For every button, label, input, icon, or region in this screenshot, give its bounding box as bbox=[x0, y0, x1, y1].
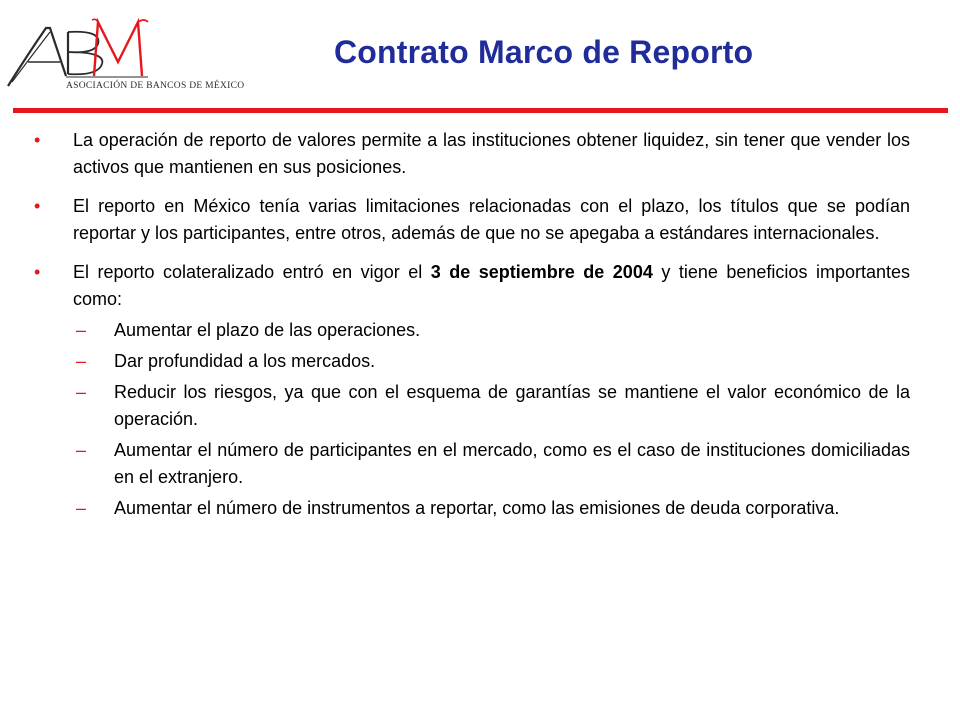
bullet-text bbox=[73, 262, 910, 309]
bullet-text: La operación de reporto de valores permite a las instituciones obtener liquidez, sin tener que vender los activos que mantienen en sus posiciones. bbox=[73, 130, 910, 177]
sub-item-text: Reducir los riesgos, ya que con el esquema de garantías se mantiene el valor económico de la operación. bbox=[114, 382, 910, 429]
sub-item bbox=[30, 317, 910, 344]
sub-item-text: Aumentar el número de instrumentos a reportar, como las emisiones de deuda corporativa. bbox=[114, 498, 840, 518]
slide-body bbox=[30, 127, 910, 526]
bullet-text: El reporto en México tenía varias limitaciones relacionadas con el plazo, los títulos que se podían reportar y los participantes, entre otros, además de que no se apegaba a estándares internacionales. bbox=[73, 196, 910, 243]
bullet-item bbox=[30, 127, 910, 181]
benefits-list bbox=[30, 317, 910, 522]
dash-marker: – bbox=[76, 498, 87, 518]
sub-item-text: Aumentar el número de participantes en el mercado, como es el caso de instituciones domiciliadas en el extranjero. bbox=[114, 440, 910, 487]
bullet-text-part: El reporto colateralizado entró en vigor el bbox=[73, 262, 431, 282]
dash-marker: – bbox=[76, 440, 87, 460]
sub-item bbox=[30, 495, 910, 522]
bullet-marker: • bbox=[34, 130, 41, 150]
svg-text:ASOCIACIÓN DE BANCOS DE MÉXICO: ASOCIACIÓN DE BANCOS DE MÉXICO bbox=[66, 81, 245, 91]
sub-item bbox=[30, 379, 910, 433]
bullet-item bbox=[30, 193, 910, 247]
title-divider bbox=[13, 108, 948, 113]
dash-marker: – bbox=[76, 320, 87, 340]
bullet-text-date: 3 de septiembre de 2004 bbox=[430, 262, 653, 282]
sub-item-text: Dar profundidad a los mercados. bbox=[114, 351, 376, 371]
dash-marker: – bbox=[76, 351, 87, 371]
abm-logo-graphic bbox=[6, 14, 276, 98]
bullet-text-part: y tiene beneficios importantes como: bbox=[73, 262, 910, 309]
sub-item-text: Aumentar el plazo de las operaciones. bbox=[114, 320, 421, 340]
bullet-item bbox=[30, 259, 910, 313]
bullet-marker: • bbox=[34, 196, 41, 216]
dash-marker: – bbox=[76, 382, 87, 402]
page-title: Contrato Marco de Reporto bbox=[334, 34, 754, 70]
abm-logo bbox=[6, 14, 276, 98]
bullet-marker: • bbox=[34, 262, 41, 282]
sub-item bbox=[30, 348, 910, 375]
sub-item bbox=[30, 437, 910, 491]
